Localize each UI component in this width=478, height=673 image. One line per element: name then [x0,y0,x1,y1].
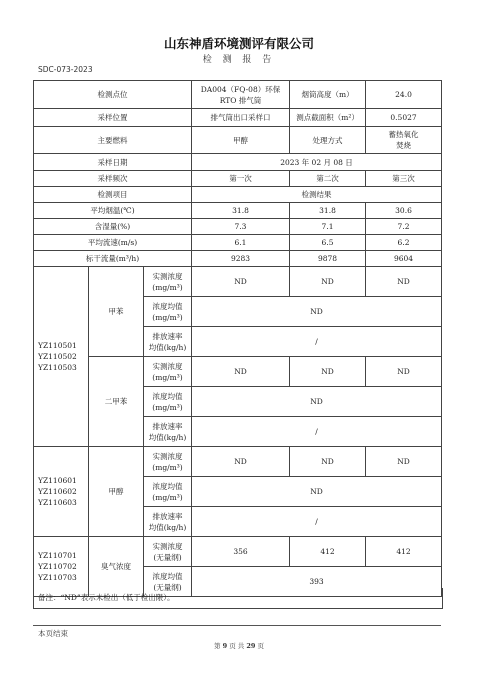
rate-label: 排放速率 均值(kg/h) [144,507,192,537]
toluene-conc-2: ND [290,267,366,297]
methanol-avg: ND [192,477,442,507]
conc-label: 实测浓度 (mg/m³) [144,447,192,477]
param-value: 7.3 [192,219,290,235]
odor-conc-row [34,537,442,567]
methanol-conc-1: ND [192,447,290,477]
conc-label: 实测浓度 (mg/m³) [144,357,192,387]
avg-label: 浓度均值 (mg/m³) [144,477,192,507]
methanol-rate: / [192,507,442,537]
page-end-text: 本页结束 [38,629,68,638]
date-value: 2023 年 02 月 08 日 [192,154,442,171]
stack-height-label: 烟筒高度（m） [290,81,366,109]
param-label: 平均流速(m/s) [34,235,192,251]
conc-label: 实测浓度 (mg/m³) [144,267,192,297]
toluene-conc-1: ND [192,267,290,297]
avg-label: 浓度均值 (无量纲) [144,567,192,597]
rate-label: 排放速率 均值(kg/h) [144,417,192,447]
frequency-2: 第二次 [290,171,366,187]
param-value: 7.1 [290,219,366,235]
info-row-location [34,109,442,127]
param-row-flow [34,251,442,267]
treatment-value: 蓄热氧化 焚烧 [366,127,442,154]
point-label: 检测点位 [34,81,192,109]
param-row-temperature [34,203,442,219]
sample-codes-1: YZ110501 YZ110502 YZ110503 [34,267,89,447]
area-value: 0.5027 [366,109,442,127]
param-label: 含湿量(%) [34,219,192,235]
odor-conc-1: 356 [192,537,290,567]
info-row-items [34,187,442,203]
info-row-fuel [34,127,442,154]
toluene-rate: / [192,327,442,357]
date-label: 采样日期 [34,154,192,171]
sample-codes-3: YZ110701 YZ110702 YZ110703 [34,537,89,597]
param-value: 7.2 [366,219,442,235]
param-label: 标干流量(m³/h) [34,251,192,267]
param-value: 31.8 [290,203,366,219]
param-row-moisture [34,219,442,235]
info-row-frequency [34,171,442,187]
frequency-3: 第三次 [366,171,442,187]
pollutant-xylene: 二甲苯 [89,357,144,447]
methanol-conc-3: ND [366,447,442,477]
point-value: DA004（FQ-08）环保 RTO 排气筒 [192,81,290,109]
xylene-conc-2: ND [290,357,366,387]
param-value: 6.2 [366,235,442,251]
param-value: 9878 [290,251,366,267]
param-value: 9283 [192,251,290,267]
param-label: 平均烟温(℃) [34,203,192,219]
toluene-avg: ND [192,297,442,327]
xylene-rate: / [192,417,442,447]
pollutant-toluene: 甲苯 [89,267,144,357]
page-number: 第 9 页 共 29 页 [214,642,264,650]
company-title: 山东神盾环境测评有限公司 [163,36,314,51]
methanol-conc-row [34,447,442,477]
area-label: 测点截面积（m²） [290,109,366,127]
xylene-avg: ND [192,387,442,417]
param-value: 31.8 [192,203,290,219]
avg-label: 浓度均值 (mg/m³) [144,387,192,417]
param-row-velocity [34,235,442,251]
remark-note: 备注：“ND”表示未检出（低于检出限）。 [33,588,443,609]
treatment-label: 处理方式 [290,127,366,154]
param-value: 6.1 [192,235,290,251]
param-value: 6.5 [290,235,366,251]
odor-avg: 393 [192,567,442,597]
fuel-label: 主要燃料 [34,127,192,154]
xylene-conc-row [34,357,442,387]
location-value: 排气筒出口采样口 [192,109,290,127]
item-label: 检测项目 [34,187,192,203]
footer-divider [33,625,441,626]
param-value: 30.6 [366,203,442,219]
rate-label: 排放速率 均值(kg/h) [144,327,192,357]
pollutant-odor: 臭气浓度 [89,537,144,597]
odor-conc-2: 412 [290,537,366,567]
methanol-conc-2: ND [290,447,366,477]
toluene-conc-3: ND [366,267,442,297]
param-value: 9604 [366,251,442,267]
monitoring-table [33,80,442,597]
pollutant-methanol: 甲醇 [89,447,144,537]
info-row-date [34,154,442,171]
document-number: SDC-073-2023 [38,65,93,74]
report-title: 检 测 报 告 [202,55,276,65]
xylene-conc-3: ND [366,357,442,387]
stack-height-value: 24.0 [366,81,442,109]
avg-label: 浓度均值 (mg/m³) [144,297,192,327]
sample-codes-2: YZ110601 YZ110602 YZ110603 [34,447,89,537]
info-row-point [34,81,442,109]
xylene-conc-1: ND [192,357,290,387]
location-label: 采样位置 [34,109,192,127]
result-label: 检测结果 [192,187,442,203]
conc-label: 实测浓度 (无量纲) [144,537,192,567]
frequency-1: 第一次 [192,171,290,187]
fuel-value: 甲醇 [192,127,290,154]
frequency-label: 采样频次 [34,171,192,187]
odor-conc-3: 412 [366,537,442,567]
toluene-conc-row [34,267,442,297]
